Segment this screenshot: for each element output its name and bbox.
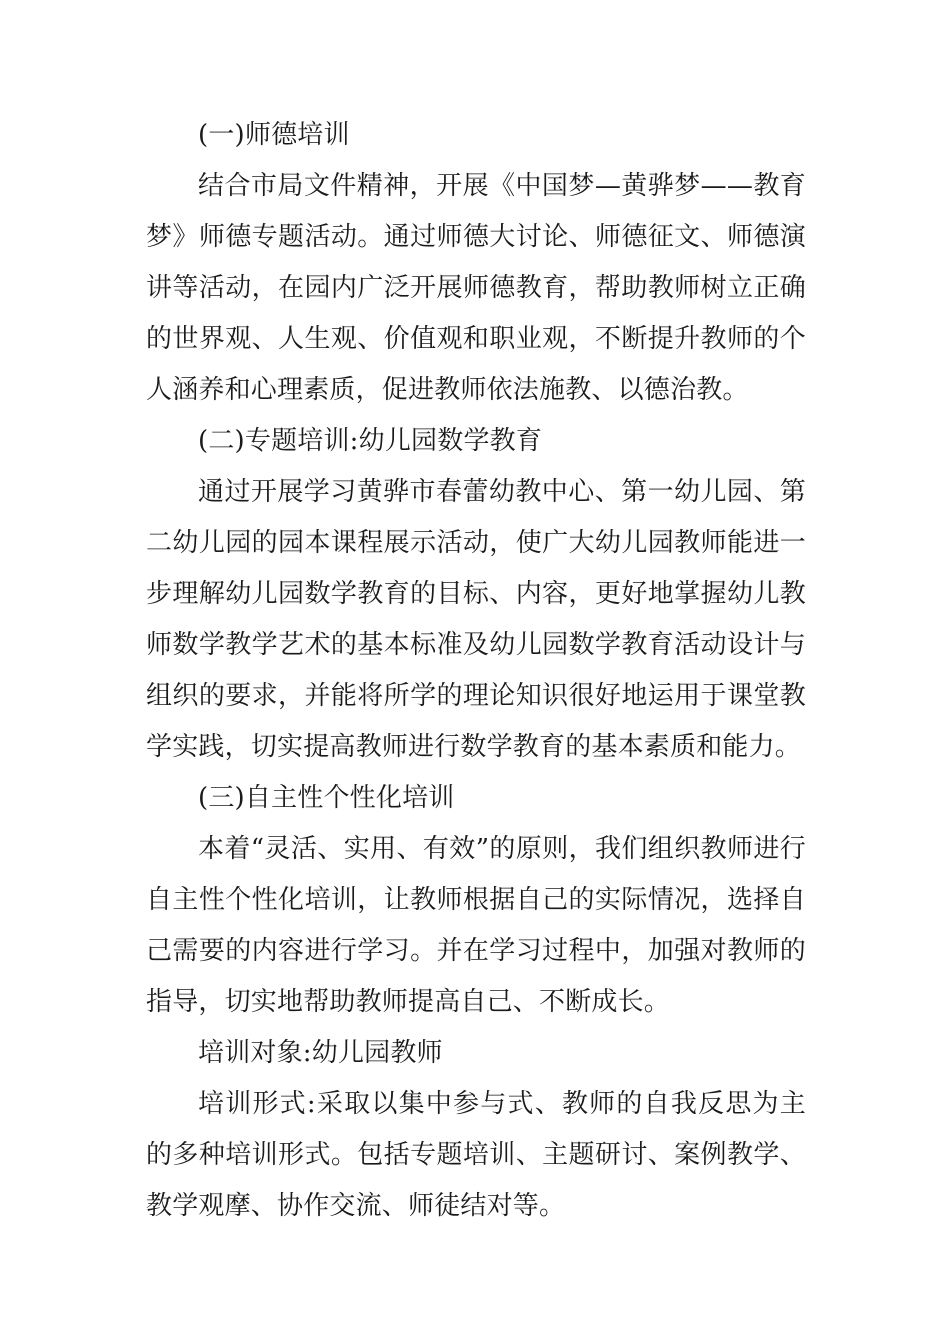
section-heading-self-directed: (三)自主性个性化培训	[198, 783, 455, 813]
section-heading-math-education: (二)专题培训:幼儿园数学教育	[198, 426, 543, 456]
section-body-math-education: 通过开展学习黄骅市春蕾幼教中心、第一幼儿园、第二幼儿园的园本课程展示活动，使广大幼儿园教师能进一步理解幼儿园数学教育的目标、内容，更好地掌握幼儿教师数学教学艺术的基本标准及幼儿园数学教育活动设计与组织的要求，并能将所学的理论知识很好地运用于课堂教学实践，切实提高教师进行数学教育的基本素质和能力。	[146, 477, 806, 762]
training-form: 培训形式:采取以集中参与式、教师的自我反思为主的多种培训形式。包括专题培训、主题研讨、案例教学、教学观摩、协作交流、师徒结对等。	[146, 1089, 806, 1221]
section-body-self-directed: 本着“灵活、实用、有效”的原则，我们组织教师进行自主性个性化培训，让教师根据自己的实际情况，选择自己需要的内容进行学习。并在学习过程中，加强对教师的指导，切实地帮助教师提高自己、不断成长。	[146, 834, 806, 1017]
section-heading-ethics: (一)师德培训	[198, 120, 350, 150]
section-body-ethics: 结合市局文件精神，开展《中国梦—黄骅梦——教育梦》师德专题活动。通过师德大讨论、师德征文、师德演讲等活动，在园内广泛开展师德教育，帮助教师树立正确的世界观、人生观、价值观和职业观，不断提升教师的个人涵养和心理素质，促进教师依法施教、以德治教。	[146, 171, 806, 405]
training-target: 培训对象:幼儿园教师	[198, 1038, 443, 1068]
document-body	[146, 110, 806, 1232]
